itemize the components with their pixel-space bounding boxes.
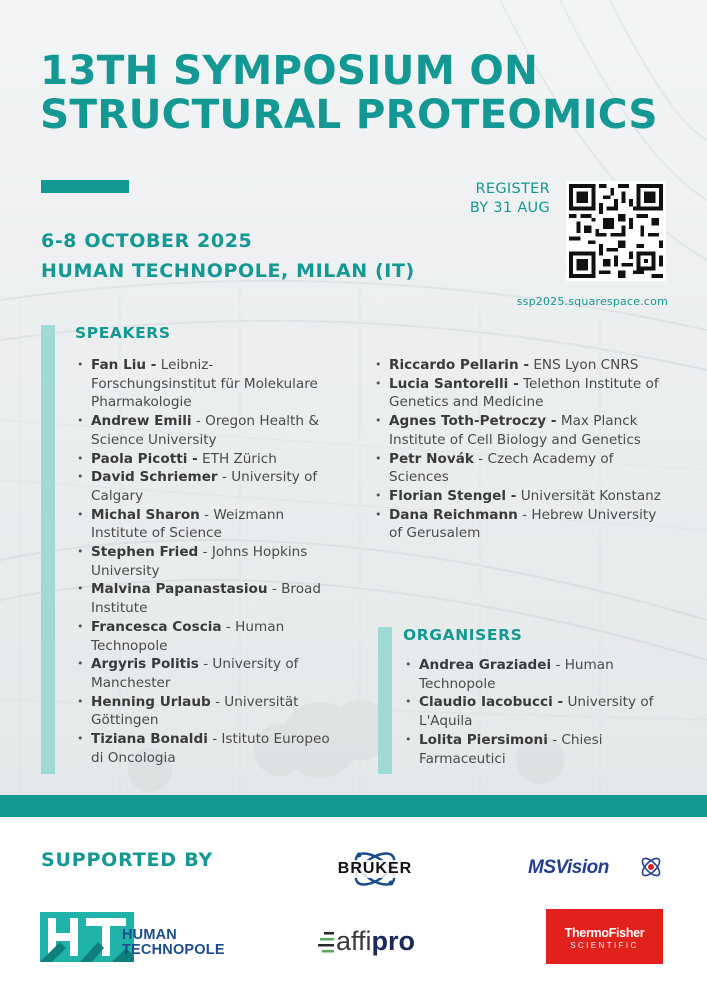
speaker-name: Stephen Fried xyxy=(91,544,199,561)
website-link[interactable]: ssp2025.squarespace.com xyxy=(516,295,668,308)
organiser-affiliation: - Human Technopole xyxy=(419,657,614,692)
speakers-list-column-1 xyxy=(77,356,332,767)
speakers-accent-bar xyxy=(41,325,55,774)
speaker-name: Florian Stengel - xyxy=(389,487,517,504)
speaker-item xyxy=(375,375,665,412)
speaker-affiliation: - Hebrew University of Gerusalem xyxy=(389,506,657,542)
organisers-accent-bar xyxy=(378,627,392,774)
register-line-1: REGISTER xyxy=(475,181,550,197)
speaker-item xyxy=(77,412,332,449)
speaker-item xyxy=(77,506,332,543)
affipro-logo xyxy=(318,922,428,962)
speaker-affiliation: Leibniz-Forschungsinstitut für Molekulare Pharmakologie xyxy=(91,357,318,411)
human-technopole-logo xyxy=(40,912,240,962)
speaker-item xyxy=(77,543,332,580)
msvision-atom-icon xyxy=(638,854,664,880)
speaker-name: Riccardo Pellarin - xyxy=(389,357,530,373)
speaker-name: Paola Picotti - xyxy=(91,450,198,467)
speaker-affiliation: - Weizmann Institute of Science xyxy=(91,506,285,542)
ht-wordmark-line-2: TECHNOPOLE xyxy=(122,942,225,958)
speaker-affiliation: - Istituto Europeo di Oncologia xyxy=(91,731,330,766)
organiser-item xyxy=(405,731,665,768)
speaker-affiliation: - Johns Hopkins University xyxy=(91,544,308,579)
speaker-affiliation: ENS Lyon CNRS xyxy=(529,357,639,373)
speaker-item xyxy=(77,655,332,692)
human-technopole-mark-icon xyxy=(40,912,134,962)
speakers-heading: SPEAKERS xyxy=(75,324,171,342)
speaker-affiliation: - Oregon Health & Science University xyxy=(91,413,319,448)
page-title xyxy=(40,48,690,136)
speaker-item xyxy=(375,487,665,506)
organiser-name: Lolita Piersimoni xyxy=(419,731,548,748)
speaker-item xyxy=(375,450,665,487)
register-note xyxy=(430,180,550,218)
speaker-item xyxy=(77,618,332,655)
affipro-wordmark-affi: affi xyxy=(336,926,372,956)
speaker-affiliation: Universität Konstanz xyxy=(516,487,661,504)
thermofisher-logo xyxy=(546,909,663,964)
register-line-2: BY 31 AUG xyxy=(469,200,550,216)
speakers-list-column-2 xyxy=(375,356,665,543)
event-dates: 6-8 OCTOBER 2025 xyxy=(41,230,253,252)
speaker-affiliation: - Czech Academy of Sciences xyxy=(389,450,614,486)
speaker-name: Michal Sharon xyxy=(91,506,200,523)
organiser-affiliation: - Chiesi Farmaceutici xyxy=(419,731,603,767)
speaker-affiliation: Max Planck Institute of Cell Biology and Genetics xyxy=(389,413,641,448)
affipro-wordmark-pro: pro xyxy=(371,926,416,956)
bruker-logo xyxy=(325,843,425,895)
speaker-item xyxy=(77,468,332,505)
organiser-name: Claudio Iacobucci - xyxy=(419,694,564,711)
event-venue: HUMAN TECHNOPOLE, MILAN (IT) xyxy=(41,260,415,282)
speaker-item xyxy=(77,356,332,412)
title-line-1: 13TH SYMPOSIUM ON xyxy=(40,46,539,94)
speaker-name: Henning Urlaub xyxy=(91,693,211,710)
speaker-name: Fan Liu - xyxy=(91,357,157,373)
organiser-item xyxy=(405,656,665,693)
speaker-item xyxy=(77,730,332,767)
speaker-item xyxy=(77,450,332,469)
speaker-name: Andrew Emili xyxy=(91,413,192,430)
speaker-affiliation: Telethon Institute of Genetics and Medicine xyxy=(389,375,659,411)
qr-code-icon xyxy=(569,184,663,278)
thermofisher-subtitle: SCIENTIFIC xyxy=(570,941,639,950)
bruker-wordmark: BRUKER xyxy=(325,860,425,878)
ht-wordmark-line-1: HUMAN xyxy=(122,927,177,943)
thermofisher-wordmark: ThermoFisher xyxy=(564,926,645,940)
organiser-item xyxy=(405,693,665,730)
speaker-item xyxy=(77,580,332,617)
speaker-name: Argyris Politis xyxy=(91,656,199,673)
speaker-name: Agnes Toth-Petroczy - xyxy=(389,413,557,430)
speaker-name: David Schriemer xyxy=(91,469,218,486)
speaker-affiliation: - University of Calgary xyxy=(91,469,318,504)
speaker-affiliation: - Universität Göttingen xyxy=(91,693,299,729)
speaker-name: Francesca Coscia xyxy=(91,618,222,635)
speaker-affiliation: ETH Zürich xyxy=(197,450,277,467)
speaker-item xyxy=(375,506,665,543)
speaker-affiliation: - Broad Institute xyxy=(91,581,321,617)
speaker-name: Malvina Papanastasiou xyxy=(91,581,268,598)
speaker-affiliation: - University of Manchester xyxy=(91,656,299,691)
affipro-lines-icon xyxy=(318,931,334,955)
msvision-wordmark: MSVision xyxy=(528,857,609,878)
speaker-name: Dana Reichmann xyxy=(389,506,518,523)
speaker-name: Tiziana Bonaldi xyxy=(91,731,208,748)
speaker-name: Lucia Santorelli - xyxy=(389,375,519,392)
qr-code[interactable] xyxy=(566,181,666,281)
speaker-item xyxy=(77,693,332,730)
title-accent-bar xyxy=(41,180,129,193)
organisers-list xyxy=(405,656,665,768)
footer-accent-band xyxy=(0,795,707,817)
supported-by-heading: SUPPORTED BY xyxy=(41,849,214,871)
speaker-name: Petr Novák xyxy=(389,450,474,467)
msvision-logo xyxy=(528,854,668,882)
organiser-name: Andrea Graziadei xyxy=(419,657,552,673)
organisers-heading: ORGANISERS xyxy=(403,626,523,644)
speaker-item xyxy=(375,412,665,449)
speaker-affiliation: - Human Technopole xyxy=(91,618,285,654)
title-line-2: STRUCTURAL PROTEOMICS xyxy=(40,90,658,138)
speaker-item xyxy=(375,356,665,375)
organiser-affiliation: University of L'Aquila xyxy=(419,694,654,730)
